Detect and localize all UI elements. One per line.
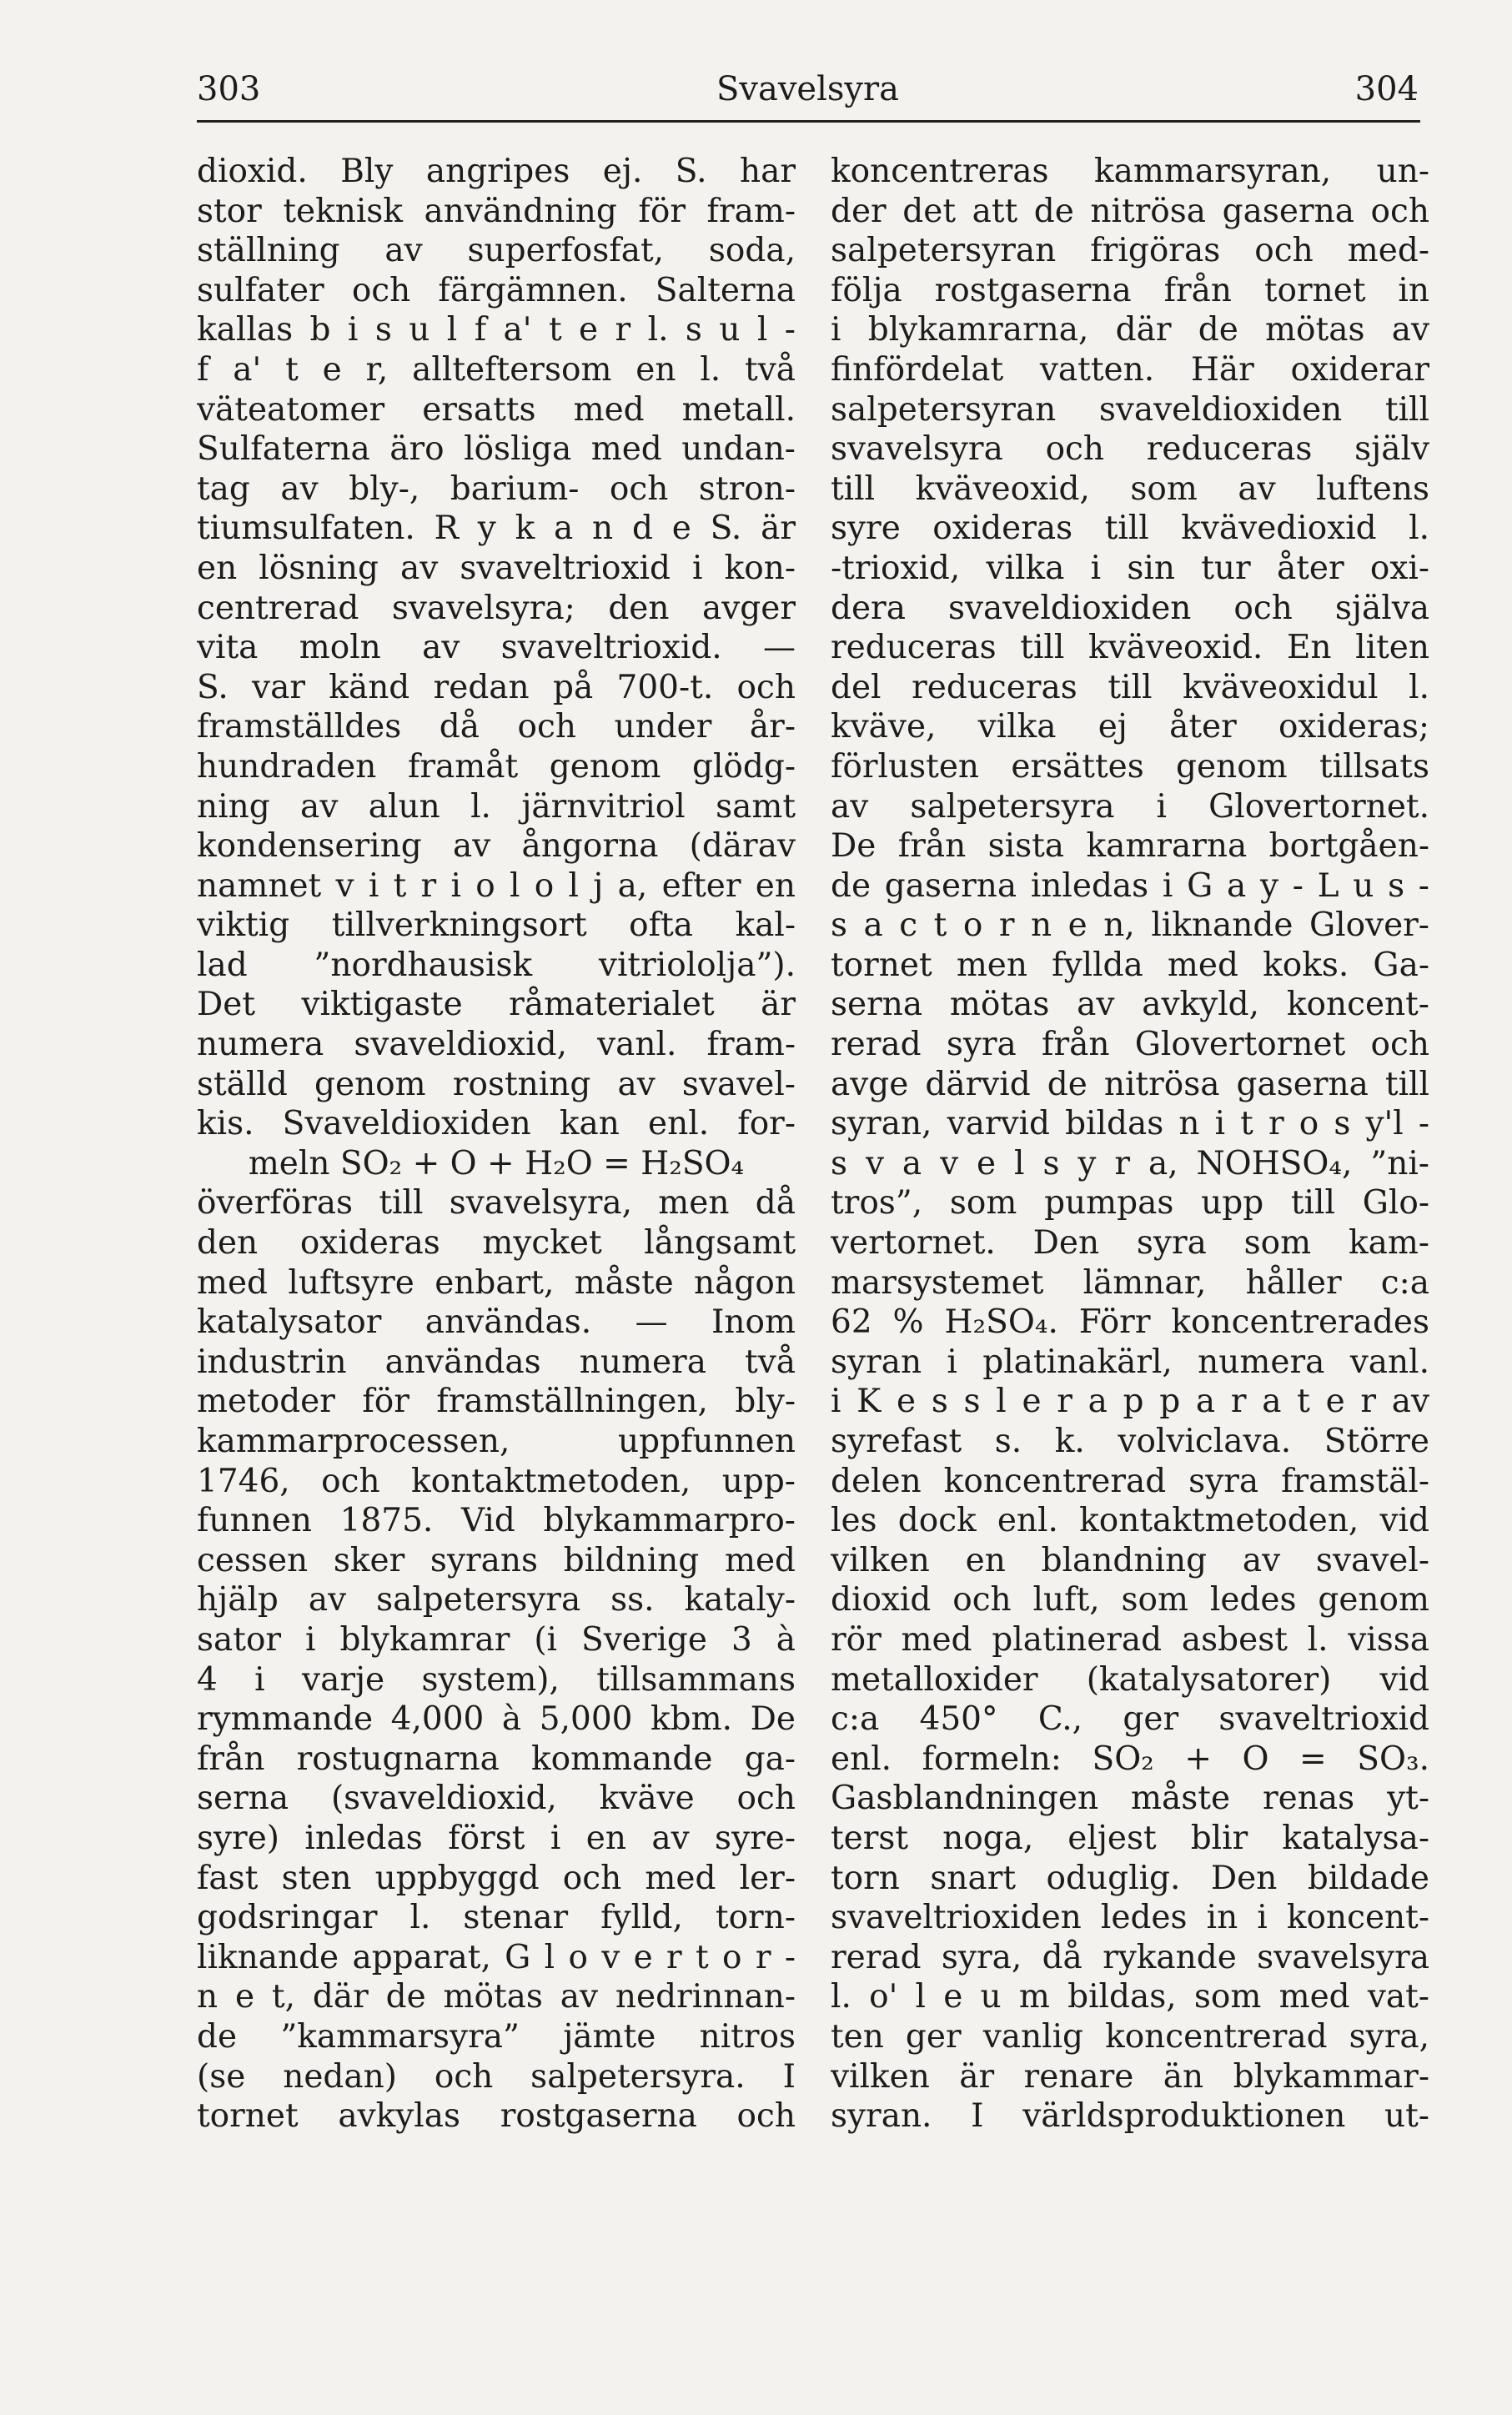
formula-line: enl. formeln: SO₂ + O = SO₃.: [831, 1740, 1429, 1778]
text-line: delen koncentrerad syra framstäl-: [831, 1462, 1429, 1500]
page-header: [197, 60, 1419, 118]
text-line: dioxid. Bly angripes ej. S. har: [197, 153, 796, 190]
text-line: en lösning av svaveltrioxid i kon-: [197, 549, 796, 587]
text-column-left: [197, 152, 796, 2136]
text-line: syre) inledas först i en av syre-: [197, 1819, 796, 1857]
text-line: kammarprocessen, uppfunnen: [197, 1423, 796, 1460]
formula-line: meln SO₂ + O + H₂O = H₂SO₄: [248, 1144, 745, 1182]
text-line: salpetersyran svaveldioxiden till: [831, 390, 1429, 429]
text-line: f a' t e r, allteftersom en l. två: [197, 350, 796, 389]
text-line: dera svaveldioxiden och själva: [831, 589, 1429, 627]
text-line: avge därvid de nitrösa gaserna till: [831, 1065, 1429, 1103]
text-line: serna (svaveldioxid, kväve och: [197, 1780, 796, 1818]
text-line: svaveltrioxiden ledes in i koncent-: [831, 1899, 1429, 1937]
text-line: vertornet. Den syra som kam-: [831, 1224, 1429, 1263]
text-line: -trioxid, vilka i sin tur åter oxi-: [831, 549, 1429, 587]
text-line: ning av alun l. järnvitriol samt: [197, 787, 796, 826]
text-line: de ”kammarsyra” jämte nitros: [197, 2017, 796, 2056]
text-line: framställdes då och under år-: [197, 708, 796, 746]
running-title: Svavelsyra: [716, 70, 899, 108]
text-line: syran i platinakärl, numera vanl.: [831, 1343, 1429, 1381]
text-line: 1746, och kontaktmetoden, upp-: [197, 1462, 796, 1500]
text-line: ställd genom rostning av svavel-: [197, 1065, 796, 1103]
text-line: hundraden framåt genom glödg-: [197, 747, 796, 786]
page-number-left: 303: [197, 70, 261, 108]
text-line: 62 % H₂SO₄. Förr koncentrerades: [831, 1303, 1429, 1342]
text-line: n e t, där de mötas av nedrinnan-: [197, 1978, 796, 2016]
page-number-right: 304: [1354, 70, 1419, 108]
text-line: metalloxider (katalysatorer) vid: [831, 1660, 1429, 1699]
text-line: sulfater och färgämnen. Salterna: [197, 271, 796, 309]
text-line: der det att de nitrösa gaserna och: [831, 192, 1429, 230]
text-line: metoder för framställningen, bly-: [197, 1383, 796, 1421]
text-line: sator i blykamrar (i Sverige 3 à: [197, 1620, 796, 1659]
text-line: S. var känd redan på 700-t. och: [197, 668, 796, 706]
text-line: katalysator användas. — Inom: [197, 1303, 796, 1342]
text-line: kallas b i s u l f a' t e r l. s u l -: [197, 311, 796, 349]
text-line: svavelsyra och reduceras själv: [831, 430, 1429, 469]
text-line: Sulfaterna äro lösliga med undan-: [197, 430, 796, 469]
text-line: torn snart oduglig. Den bildade: [831, 1859, 1429, 1897]
text-line: 4 i varje system), tillsammans: [197, 1660, 796, 1699]
text-line: (se nedan) och salpetersyra. I: [197, 2057, 796, 2096]
text-line: syrefast s. k. volviclava. Större: [831, 1423, 1429, 1460]
text-line: kondensering av ångorna (därav: [197, 827, 796, 866]
text-line: liknande apparat, G l o v e r t o r -: [197, 1938, 796, 1976]
text-line: till kväveoxid, som av luftens: [831, 469, 1429, 508]
text-line: stor teknisk användning för fram-: [197, 192, 796, 230]
text-line: funnen 1875. Vid blykammarpro-: [197, 1502, 796, 1540]
text-line: salpetersyran frigöras och med-: [831, 232, 1429, 270]
text-line: centrerad svavelsyra; den avger: [197, 589, 796, 627]
text-line: den oxideras mycket långsamt: [197, 1224, 796, 1263]
text-line: kis. Svaveldioxiden kan enl. for-: [197, 1105, 796, 1143]
text-line: tiumsulfaten. R y k a n d e S. är: [197, 510, 796, 548]
text-line: finfördelat vatten. Här oxiderar: [831, 350, 1429, 389]
text-line: från rostugnarna kommande ga-: [197, 1740, 796, 1778]
text-line: vita moln av svaveltrioxid. —: [197, 629, 796, 667]
text-line: numera svaveldioxid, vanl. fram-: [197, 1026, 796, 1064]
header-rule: [197, 120, 1420, 123]
text-line: i K e s s l e r a p p a r a t e r av: [831, 1383, 1429, 1421]
text-line: syran. I världsproduktionen ut-: [831, 2097, 1429, 2136]
text-line: tornet men fyllda med koks. Ga-: [831, 946, 1429, 984]
text-line: rör med platinerad asbest l. vissa: [831, 1620, 1429, 1659]
text-line: i blykamrarna, där de mötas av: [831, 311, 1429, 349]
text-line: tros”, som pumpas upp till Glo-: [831, 1184, 1429, 1223]
text-line: rymmande 4,000 à 5,000 kbm. De: [197, 1700, 796, 1739]
text-line: följa rostgaserna från tornet in: [831, 271, 1429, 309]
text-line: s v a v e l s y r a, NOHSO₄, ”ni-: [831, 1144, 1429, 1182]
text-line: med luftsyre enbart, måste någon: [197, 1263, 796, 1302]
text-line: förlusten ersättes genom tillsats: [831, 747, 1429, 786]
text-line: ten ger vanlig koncentrerad syra,: [831, 2017, 1429, 2056]
text-line: tag av bly-, barium- och stron-: [197, 469, 796, 508]
text-line: vilken är renare än blykammar-: [831, 2057, 1429, 2096]
text-line: del reduceras till kväveoxidul l.: [831, 668, 1429, 706]
text-line: lad ”nordhausisk vitriololja”).: [197, 946, 796, 984]
text-line: fast sten uppbyggd och med ler-: [197, 1859, 796, 1897]
text-line: Det viktigaste råmaterialet är: [197, 986, 796, 1024]
text-line: marsystemet lämnar, håller c:a: [831, 1263, 1429, 1302]
text-line: cessen sker syrans bildning med: [197, 1541, 796, 1579]
text-line: hjälp av salpetersyra ss. kataly-: [197, 1581, 796, 1619]
text-line: de gaserna inledas i G a y - L u s -: [831, 866, 1429, 905]
text-line: rerad syra, då rykande svavelsyra: [831, 1938, 1429, 1976]
text-line: industrin användas numera två: [197, 1343, 796, 1381]
text-line: syre oxideras till kvävedioxid l.: [831, 510, 1429, 548]
text-line: godsringar l. stenar fylld, torn-: [197, 1899, 796, 1937]
text-column-right: [831, 152, 1429, 2136]
text-line: rerad syra från Glovertornet och: [831, 1026, 1429, 1064]
text-line: överföras till svavelsyra, men då: [197, 1184, 796, 1223]
text-line: viktig tillverkningsort ofta kal-: [197, 906, 796, 945]
text-line: kväve, vilka ej åter oxideras;: [831, 708, 1429, 746]
text-line: De från sista kamrarna bortgåen-: [831, 827, 1429, 866]
text-line: reduceras till kväveoxid. En liten: [831, 629, 1429, 667]
text-line: les dock enl. kontaktmetoden, vid: [831, 1502, 1429, 1540]
text-line: terst noga, eljest blir katalysa-: [831, 1819, 1429, 1857]
text-line: dioxid och luft, som ledes genom: [831, 1581, 1429, 1619]
text-line: serna mötas av avkyld, koncent-: [831, 986, 1429, 1024]
text-line: vilken en blandning av svavel-: [831, 1541, 1429, 1579]
text-line: s a c t o r n e n, liknande Glover-: [831, 906, 1429, 945]
text-line: c:a 450° C., ger svaveltrioxid: [831, 1700, 1429, 1739]
text-line: av salpetersyra i Glovertornet.: [831, 787, 1429, 826]
text-line: koncentreras kammarsyran, un-: [831, 153, 1429, 190]
text-line: syran, varvid bildas n i t r o s y'l -: [831, 1105, 1429, 1143]
text-line: Gasblandningen måste renas yt-: [831, 1780, 1429, 1818]
text-line: l. o' l e u m bildas, som med vat-: [831, 1978, 1429, 2016]
text-line: väteatomer ersatts med metall.: [197, 390, 796, 429]
text-line: tornet avkylas rostgaserna och: [197, 2097, 796, 2136]
text-line: ställning av superfosfat, soda,: [197, 232, 796, 270]
text-line: namnet v i t r i o l o l j a, efter en: [197, 866, 796, 905]
